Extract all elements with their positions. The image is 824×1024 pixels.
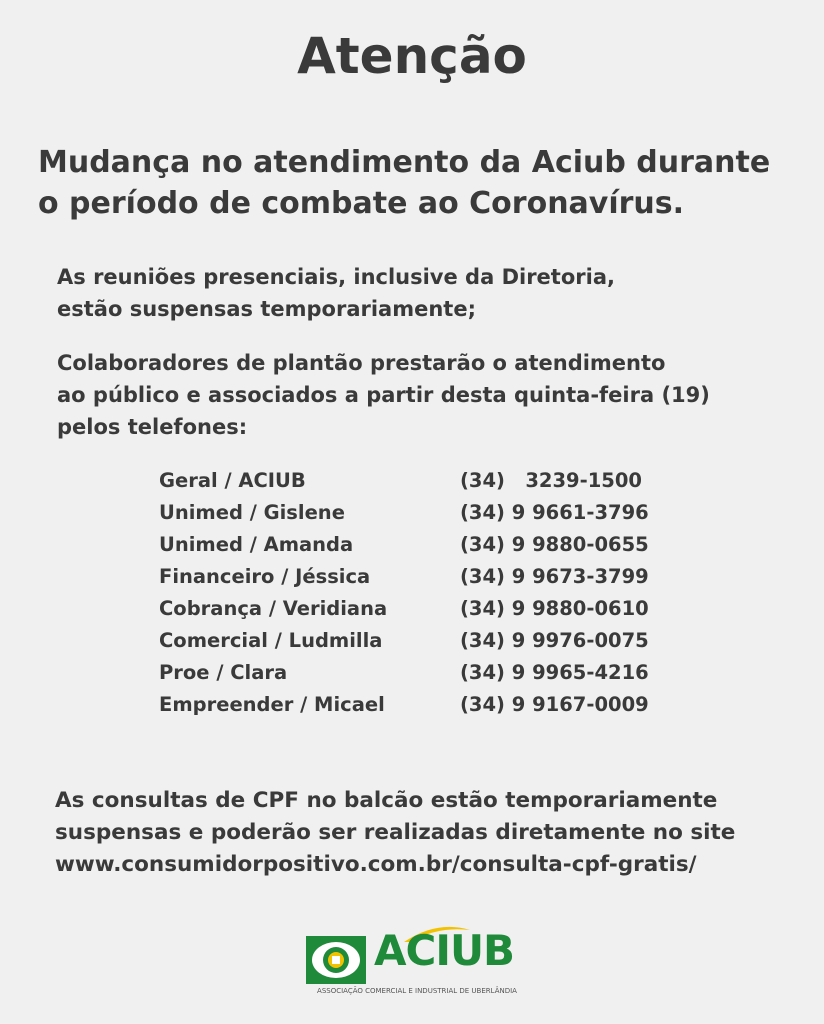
contact-name: Cobrança / Veridiana [159, 597, 388, 620]
contact-name: Empreender / Micael [159, 693, 385, 716]
contact-phone: (34) 9 9880-0655 [460, 533, 649, 556]
contact-row [159, 497, 679, 529]
logo-tagline: ASSOCIAÇÃO COMERCIAL E INDUSTRIAL DE UBERLÂNDIA [317, 987, 517, 995]
contact-row [159, 561, 679, 593]
contact-row [159, 465, 679, 497]
contact-list [159, 465, 679, 721]
contact-name: Financeiro / Jéssica [159, 565, 371, 588]
aciub-logo [306, 926, 526, 1000]
subtitle [38, 142, 818, 224]
contact-name: Unimed / Gislene [159, 501, 345, 524]
contact-row [159, 625, 679, 657]
contact-phone: (34) 9 9673-3799 [460, 565, 649, 588]
contact-phone: (34) 3239-1500 [460, 469, 642, 492]
website-url: www.consumidorpositivo.com.br/consulta-cpf-gratis/ [55, 852, 697, 877]
paragraph-line: pelos telefones: [57, 415, 248, 439]
subtitle-line: Mudança no atendimento da Aciub durante [38, 145, 771, 180]
paragraph-line: As reuniões presenciais, inclusive da Diretoria, [57, 265, 615, 289]
aciub-emblem-icon [306, 936, 366, 984]
paragraph-line: suspensas e poderão ser realizadas diretamente no site [55, 820, 736, 845]
contact-phone: (34) 9 9976-0075 [460, 629, 649, 652]
page-title: Atenção [297, 27, 527, 85]
meetings-notice [57, 261, 615, 325]
contact-row [159, 657, 679, 689]
cpf-notice [55, 785, 735, 881]
paragraph-line: As consultas de CPF no balcão estão temporariamente [55, 788, 718, 813]
contact-phone: (34) 9 9661-3796 [460, 501, 649, 524]
service-notice [57, 347, 710, 443]
subtitle-line: o período de combate ao Coronavírus. [38, 186, 685, 221]
contact-name: Unimed / Amanda [159, 533, 354, 556]
paragraph-line: estão suspensas temporariamente; [57, 297, 476, 321]
contact-phone: (34) 9 9965-4216 [460, 661, 649, 684]
contact-row [159, 689, 679, 721]
contact-row [159, 593, 679, 625]
contact-name: Comercial / Ludmilla [159, 629, 383, 652]
contact-row [159, 529, 679, 561]
paragraph-line: ao público e associados a partir desta quinta-feira (19) [57, 383, 710, 407]
contact-phone: (34) 9 9167-0009 [460, 693, 649, 716]
logo-wordmark: ACIUB [374, 926, 515, 975]
contact-name: Geral / ACIUB [159, 469, 306, 492]
contact-phone: (34) 9 9880-0610 [460, 597, 649, 620]
contact-name: Proe / Clara [159, 661, 288, 684]
paragraph-line: Colaboradores de plantão prestarão o atendimento [57, 351, 666, 375]
